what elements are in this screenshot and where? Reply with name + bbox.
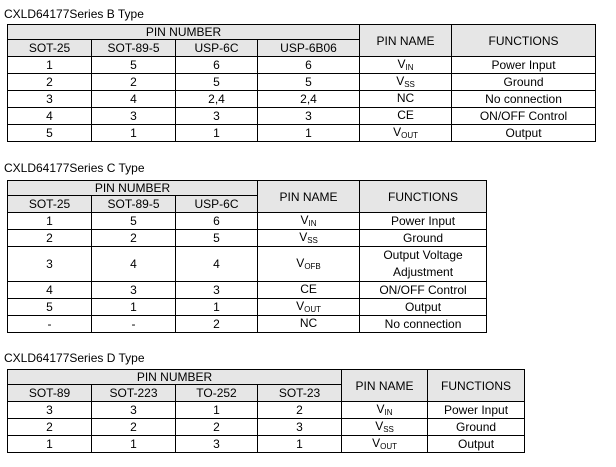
function-cell bbox=[360, 247, 487, 282]
table-row bbox=[8, 74, 596, 91]
pin-name-main: V bbox=[300, 213, 309, 227]
function-cell: Power Input bbox=[452, 57, 596, 74]
function-cell: Ground bbox=[452, 74, 596, 91]
pin-name-cell bbox=[360, 57, 452, 74]
pin-cell: 2,4 bbox=[258, 91, 360, 108]
pin-cell: 4 bbox=[8, 108, 92, 125]
pin-name-main: CE bbox=[397, 108, 414, 122]
table-row bbox=[8, 108, 596, 125]
package-header: USP-6B06 bbox=[258, 40, 360, 57]
pin-cell: 5 bbox=[176, 230, 258, 247]
function-cell: Output bbox=[360, 299, 487, 316]
package-header: USP-6C bbox=[176, 40, 258, 57]
pin-name-main: V bbox=[376, 402, 385, 416]
function-cell: No connection bbox=[360, 316, 487, 333]
pin-name-main: V bbox=[372, 436, 381, 450]
pin-name-sub: OFB bbox=[304, 262, 321, 271]
pin-cell: 5 bbox=[8, 125, 92, 142]
pin-cell: 3 bbox=[258, 419, 342, 436]
pin-cell: 3 bbox=[8, 402, 92, 419]
functions-header: FUNCTIONS bbox=[360, 181, 487, 213]
pin-name-cell bbox=[360, 91, 452, 108]
pin-cell: 2 bbox=[8, 419, 92, 436]
pin-name-sub: SS bbox=[383, 425, 394, 434]
package-header: USP-6C bbox=[176, 196, 258, 213]
pin-cell: 2 bbox=[92, 74, 176, 91]
function-cell: No connection bbox=[452, 91, 596, 108]
package-header: SOT-89-5 bbox=[92, 40, 176, 57]
table-row bbox=[8, 213, 487, 230]
table-row bbox=[8, 125, 596, 142]
pin-cell: 1 bbox=[8, 436, 92, 453]
package-header: SOT-25 bbox=[8, 40, 92, 57]
pin-number-header: PIN NUMBER bbox=[8, 25, 360, 40]
pin-name-cell bbox=[360, 108, 452, 125]
pin-cell: 6 bbox=[176, 213, 258, 230]
pin-cell: 1 bbox=[176, 299, 258, 316]
pin-name-cell bbox=[342, 436, 428, 453]
pin-cell: 3 bbox=[92, 402, 176, 419]
package-header: SOT-223 bbox=[92, 385, 176, 402]
pin-name-main: V bbox=[396, 74, 405, 88]
pin-name-header: PIN NAME bbox=[342, 370, 428, 402]
functions-header: FUNCTIONS bbox=[452, 25, 596, 57]
pin-name-sub: IN bbox=[308, 219, 317, 228]
series-d-table bbox=[7, 369, 525, 453]
pin-cell: 5 bbox=[258, 74, 360, 91]
pin-cell: 3 bbox=[176, 282, 258, 299]
table-row bbox=[8, 230, 487, 247]
pin-name-cell bbox=[258, 247, 360, 282]
pin-name-main: NC bbox=[299, 316, 318, 330]
function-cell: Ground bbox=[428, 419, 525, 436]
function-line: Output Voltage bbox=[383, 248, 463, 262]
table-row bbox=[8, 436, 525, 453]
pin-name-cell bbox=[342, 402, 428, 419]
pin-name-sub: SS bbox=[404, 80, 415, 89]
pin-cell: 3 bbox=[8, 91, 92, 108]
pin-name-header: PIN NAME bbox=[258, 181, 360, 213]
pin-name-main: NC bbox=[396, 91, 415, 105]
function-cell: ON/OFF Control bbox=[452, 108, 596, 125]
pin-cell: 3 bbox=[92, 108, 176, 125]
series-b-title: CXLD64177Series B Type bbox=[4, 7, 144, 21]
pin-cell: 5 bbox=[176, 74, 258, 91]
pin-name-cell bbox=[258, 230, 360, 247]
pin-cell: 5 bbox=[92, 213, 176, 230]
pin-cell: 2 bbox=[92, 419, 176, 436]
package-header: TO-252 bbox=[176, 385, 258, 402]
pin-cell: 1 bbox=[258, 436, 342, 453]
pin-name-cell bbox=[360, 74, 452, 91]
pin-cell: 3 bbox=[176, 436, 258, 453]
package-header: SOT-25 bbox=[8, 196, 92, 213]
table-row bbox=[8, 316, 487, 333]
series-c-title: CXLD64177Series C Type bbox=[4, 161, 145, 175]
pin-name-main: V bbox=[397, 57, 406, 71]
pin-cell: 2 bbox=[92, 230, 176, 247]
pin-name-main: V bbox=[296, 256, 305, 270]
pin-cell: 2 bbox=[176, 316, 258, 333]
series-b-table bbox=[7, 24, 596, 142]
package-header: SOT-89 bbox=[8, 385, 92, 402]
pin-cell: 2 bbox=[176, 419, 258, 436]
pin-cell: 1 bbox=[8, 213, 92, 230]
function-cell: Power Input bbox=[360, 213, 487, 230]
table-row bbox=[8, 57, 596, 74]
pin-name-main: V bbox=[393, 125, 402, 139]
pin-name-main: CE bbox=[300, 282, 317, 296]
function-cell: Power Input bbox=[428, 402, 525, 419]
function-cell: ON/OFF Control bbox=[360, 282, 487, 299]
pin-cell: 2 bbox=[258, 402, 342, 419]
table-row bbox=[8, 282, 487, 299]
pin-cell: 1 bbox=[258, 125, 360, 142]
functions-header: FUNCTIONS bbox=[428, 370, 525, 402]
pin-name-sub: OUT bbox=[401, 131, 418, 140]
pin-cell: - bbox=[92, 316, 176, 333]
pin-name-cell bbox=[258, 316, 360, 333]
pin-number-header: PIN NUMBER bbox=[8, 370, 342, 385]
function-cell: Output bbox=[452, 125, 596, 142]
pin-name-sub: OUT bbox=[304, 305, 321, 314]
table-row bbox=[8, 247, 487, 282]
series-d-title: CXLD64177Series D Type bbox=[4, 351, 145, 365]
pin-cell: 2 bbox=[8, 74, 92, 91]
pin-cell: 4 bbox=[176, 247, 258, 282]
pin-cell: - bbox=[8, 316, 92, 333]
function-cell: Ground bbox=[360, 230, 487, 247]
pin-cell: 3 bbox=[8, 247, 92, 282]
pin-cell: 4 bbox=[92, 247, 176, 282]
function-line: Adjustment bbox=[393, 265, 454, 279]
table-row bbox=[8, 91, 596, 108]
pin-cell: 1 bbox=[92, 125, 176, 142]
pin-name-cell bbox=[360, 125, 452, 142]
pin-cell: 2 bbox=[8, 230, 92, 247]
pin-cell: 3 bbox=[258, 108, 360, 125]
table-row bbox=[8, 419, 525, 436]
table-row bbox=[8, 402, 525, 419]
pin-cell: 6 bbox=[176, 57, 258, 74]
pin-name-header: PIN NAME bbox=[360, 25, 452, 57]
pin-name-sub: IN bbox=[384, 408, 393, 417]
pin-name-main: V bbox=[296, 299, 305, 313]
pin-name-sub: IN bbox=[405, 63, 414, 72]
pin-cell: 5 bbox=[92, 57, 176, 74]
pin-name-sub: OUT bbox=[380, 442, 397, 451]
pin-name-cell bbox=[258, 282, 360, 299]
pin-name-cell bbox=[258, 213, 360, 230]
pin-name-sub: SS bbox=[307, 236, 318, 245]
pin-number-header: PIN NUMBER bbox=[8, 181, 258, 196]
function-cell: Output bbox=[428, 436, 525, 453]
series-c-table bbox=[7, 180, 487, 333]
pin-name-main: V bbox=[375, 419, 384, 433]
pin-cell: 1 bbox=[176, 402, 258, 419]
pin-cell: 5 bbox=[8, 299, 92, 316]
table-row bbox=[8, 299, 487, 316]
pin-cell: 3 bbox=[92, 282, 176, 299]
pin-cell: 3 bbox=[176, 108, 258, 125]
pin-name-main: V bbox=[299, 230, 308, 244]
pin-cell: 4 bbox=[8, 282, 92, 299]
pin-cell: 1 bbox=[8, 57, 92, 74]
package-header: SOT-23 bbox=[258, 385, 342, 402]
pin-cell: 2,4 bbox=[176, 91, 258, 108]
pin-cell: 4 bbox=[92, 91, 176, 108]
pin-name-cell bbox=[342, 419, 428, 436]
package-header: SOT-89-5 bbox=[92, 196, 176, 213]
pin-name-cell bbox=[258, 299, 360, 316]
pin-cell: 1 bbox=[92, 299, 176, 316]
pin-cell: 1 bbox=[92, 436, 176, 453]
pin-cell: 6 bbox=[258, 57, 360, 74]
pin-cell: 1 bbox=[176, 125, 258, 142]
